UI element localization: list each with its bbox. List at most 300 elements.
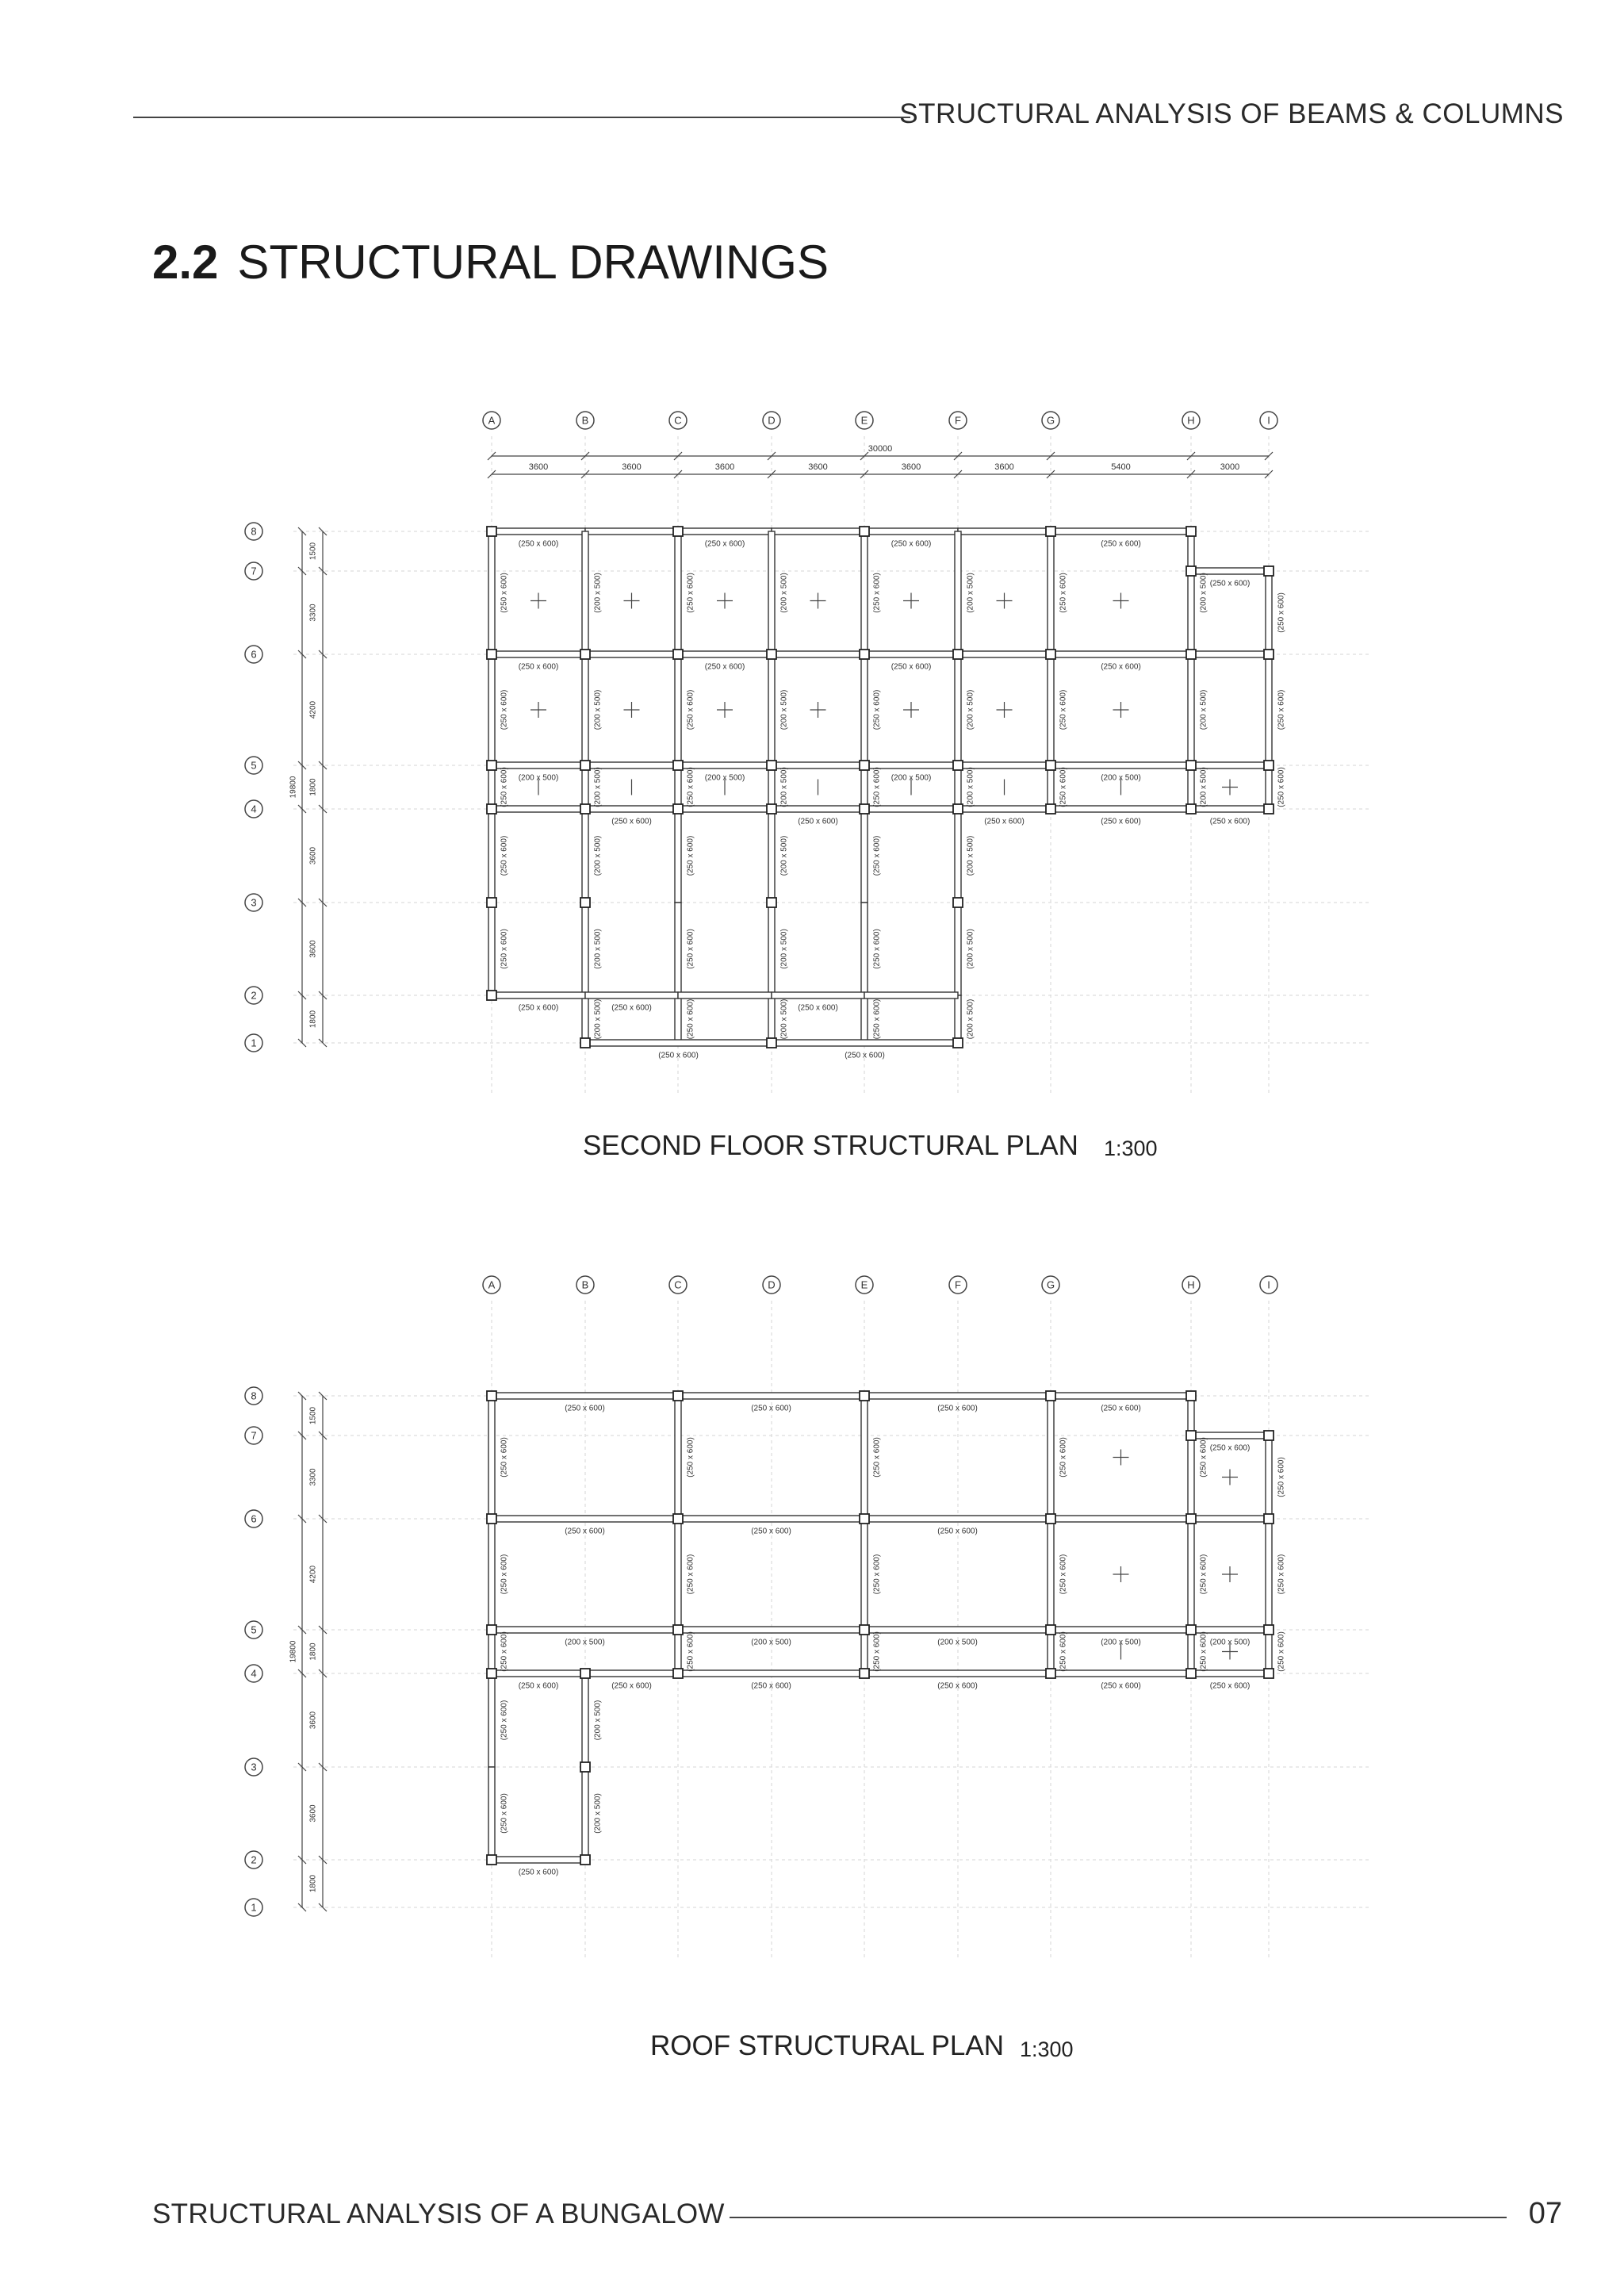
column — [1186, 761, 1196, 770]
header-title: STRUCTURAL ANALYSIS OF BEAMS & COLUMNS — [899, 98, 1564, 129]
beam-label: (250 x 600) — [1199, 1554, 1208, 1595]
second-floor-plan — [230, 397, 1396, 1110]
beam-vertical — [955, 995, 961, 1043]
grid-column-label: E — [860, 414, 868, 427]
section-heading — [152, 235, 829, 289]
beam-vertical — [1048, 654, 1054, 765]
beam-label: (200 x 500) — [593, 999, 603, 1040]
column — [767, 761, 776, 770]
beam-vertical — [582, 765, 588, 809]
column — [580, 1762, 590, 1772]
beam-horizontal — [772, 651, 864, 657]
grid-row-label: 8 — [251, 1389, 257, 1402]
beam-label: (250 x 600) — [937, 1681, 978, 1691]
column — [1186, 804, 1196, 814]
beam-label: (200 x 500) — [779, 999, 789, 1040]
beam-label: (250 x 600) — [872, 1631, 882, 1672]
column — [487, 991, 496, 1000]
plan-scale-second-floor: 1:300 — [1104, 1137, 1158, 1160]
grid-row-3 — [245, 1758, 1372, 1776]
column — [1264, 566, 1274, 576]
column — [580, 650, 590, 659]
beam-vertical — [768, 903, 775, 995]
column — [487, 527, 496, 536]
grid-row-label: 5 — [251, 759, 257, 772]
column — [767, 804, 776, 814]
beam-horizontal — [1051, 528, 1191, 535]
beam-vertical — [955, 809, 961, 903]
beam-label: (250 x 600) — [872, 1554, 882, 1595]
column — [1264, 1625, 1274, 1635]
beam-horizontal — [1191, 651, 1269, 657]
column — [1264, 804, 1274, 814]
beam-vertical — [675, 1519, 681, 1630]
beam-horizontal — [1051, 1516, 1191, 1522]
beam-horizontal — [492, 651, 585, 657]
dimension-col-spacing: 5400 — [1111, 462, 1131, 472]
beam-vertical — [488, 809, 495, 903]
beam-label: (250 x 600) — [500, 1700, 509, 1741]
beam-vertical — [1188, 531, 1194, 654]
beam-label: (250 x 600) — [686, 1631, 695, 1672]
beam-horizontal — [585, 1670, 678, 1677]
grid-column-label: C — [674, 1278, 682, 1291]
beam-label: (250 x 600) — [1209, 1443, 1251, 1453]
slab-span-marker — [1113, 702, 1129, 718]
beam-label: (250 x 600) — [565, 1527, 605, 1536]
beam-label: (250 x 600) — [518, 1868, 559, 1877]
grid-row-label: 7 — [251, 1429, 257, 1442]
grid-column-label: E — [860, 1278, 868, 1291]
beam-label: (200 x 500) — [1209, 1638, 1251, 1647]
beam-horizontal — [772, 528, 864, 535]
column — [1046, 1669, 1055, 1678]
column — [487, 650, 496, 659]
beam-label: (250 x 600) — [751, 1681, 791, 1691]
beam-label: (250 x 600) — [686, 689, 695, 730]
column — [673, 1625, 683, 1635]
beam-vertical — [1266, 571, 1272, 654]
beam-label: (200 x 500) — [593, 767, 603, 807]
slab-span-marker — [810, 593, 826, 609]
grid-column-label: C — [674, 414, 682, 427]
dimension-col-spacing: 3600 — [808, 462, 828, 472]
beam-label: (250 x 600) — [1059, 1554, 1068, 1595]
beam-label: (200 x 500) — [1199, 767, 1208, 807]
beam-label: (200 x 500) — [966, 767, 975, 807]
dimension-row-spacing: 1500 — [308, 1406, 318, 1425]
column — [1186, 650, 1196, 659]
beam-label: (250 x 600) — [1059, 1437, 1068, 1478]
beam-horizontal — [1051, 651, 1191, 657]
beam-label: (250 x 600) — [984, 817, 1025, 826]
column — [860, 1625, 869, 1635]
beam-vertical — [488, 531, 495, 654]
section-title: STRUCTURAL DRAWINGS — [237, 236, 829, 289]
column — [1186, 1431, 1196, 1440]
grid-row-label: 6 — [251, 648, 257, 661]
beam-horizontal — [678, 651, 772, 657]
column — [953, 650, 963, 659]
dimension-total-depth: 19800 — [289, 776, 298, 799]
column — [487, 804, 496, 814]
column — [673, 1514, 683, 1524]
dimension-row-spacing: 1800 — [308, 778, 318, 796]
column — [1264, 1431, 1274, 1440]
beam-horizontal — [585, 1040, 772, 1046]
column — [487, 1391, 496, 1401]
beam-horizontal — [1051, 1670, 1191, 1677]
grid-column-label: I — [1267, 414, 1270, 427]
column — [953, 761, 963, 770]
column — [487, 1625, 496, 1635]
beam-vertical — [1048, 531, 1054, 654]
grid-row-label: 5 — [251, 1623, 257, 1636]
beam-label: (250 x 600) — [518, 1003, 559, 1013]
beam-vertical — [1188, 654, 1194, 765]
slab-span-marker — [1113, 1566, 1129, 1582]
beam-label: (250 x 600) — [704, 662, 745, 672]
beam-label: (250 x 600) — [872, 1437, 882, 1478]
beam-label: (200 x 500) — [518, 773, 559, 783]
beam-vertical — [1266, 765, 1272, 809]
slab-span-marker — [903, 702, 919, 718]
beam-horizontal — [772, 992, 864, 999]
beam-label: (250 x 600) — [1059, 1631, 1068, 1672]
beam-label: (250 x 600) — [518, 662, 559, 672]
column — [860, 1391, 869, 1401]
column — [487, 761, 496, 770]
slab-span-marker — [903, 593, 919, 609]
beam-vertical — [488, 1630, 495, 1673]
beam-label: (250 x 600) — [1277, 1631, 1286, 1672]
beam-vertical — [861, 995, 868, 1043]
column — [860, 650, 869, 659]
beam-label: (200 x 500) — [779, 767, 789, 807]
grid-row-label: 3 — [251, 1761, 257, 1773]
beam-label: (200 x 500) — [704, 773, 745, 783]
dimension-row-spacing: 3600 — [308, 1804, 318, 1823]
roof-plan — [230, 1261, 1396, 1975]
beam-vertical — [955, 531, 961, 654]
beam-vertical — [861, 1396, 868, 1519]
grid-row-label: 2 — [251, 989, 257, 1002]
plan-scale-roof: 1:300 — [1020, 2037, 1074, 2061]
dimension-row-spacing: 1800 — [308, 1874, 318, 1893]
beam-label: (200 x 500) — [593, 1700, 603, 1741]
beam-label: (250 x 600) — [1277, 767, 1286, 807]
beam-label: (250 x 600) — [1199, 1631, 1208, 1672]
column — [1046, 527, 1055, 536]
beam-horizontal — [864, 651, 958, 657]
beam-horizontal — [864, 1516, 1051, 1522]
beam-vertical — [1188, 1630, 1194, 1673]
beam-horizontal — [678, 528, 772, 535]
beam-label: (250 x 600) — [798, 817, 838, 826]
column — [1186, 566, 1196, 576]
beam-label: (250 x 600) — [751, 1527, 791, 1536]
footer-title: STRUCTURAL ANALYSIS OF A BUNGALOW — [152, 2198, 725, 2229]
column — [1264, 650, 1274, 659]
beam-horizontal — [492, 528, 585, 535]
beam-horizontal — [864, 528, 958, 535]
beam-vertical — [582, 995, 588, 1043]
beam-label: (250 x 600) — [686, 767, 695, 807]
beam-label: (200 x 500) — [779, 929, 789, 969]
beam-label: (200 x 500) — [966, 929, 975, 969]
slab-span-marker — [810, 702, 826, 718]
beam-vertical — [582, 1673, 588, 1767]
column — [580, 804, 590, 814]
beam-label: (250 x 600) — [798, 1003, 838, 1013]
beam-label: (200 x 500) — [966, 999, 975, 1040]
beam-vertical — [1266, 1630, 1272, 1673]
beam-label: (200 x 500) — [1101, 773, 1141, 783]
slab-span-marker — [1113, 593, 1129, 609]
dimension-col-spacing: 3600 — [994, 462, 1014, 472]
beam-label: (250 x 600) — [611, 1003, 652, 1013]
beam-label: (250 x 600) — [1277, 689, 1286, 730]
beam-vertical — [768, 654, 775, 765]
beam-horizontal — [492, 992, 585, 999]
column — [580, 1669, 590, 1678]
beam-label: (200 x 500) — [937, 1638, 978, 1647]
slab-span-marker — [530, 702, 546, 718]
beam-label: (250 x 600) — [1209, 579, 1251, 588]
beam-vertical — [1266, 1435, 1272, 1519]
beam-label: (250 x 600) — [518, 539, 559, 549]
column — [580, 1038, 590, 1048]
beam-vertical — [1048, 1630, 1054, 1673]
column — [673, 527, 683, 536]
slab-span-marker — [1222, 1566, 1238, 1582]
dimension-col-spacing: 3600 — [901, 462, 921, 472]
beam-label: (250 x 600) — [872, 573, 882, 613]
slab-span-marker — [624, 593, 640, 609]
beam-vertical — [861, 809, 868, 903]
slab-span-marker — [624, 702, 640, 718]
grid-column-label: G — [1046, 1278, 1055, 1291]
beam-vertical — [488, 1673, 495, 1767]
beam-horizontal — [678, 1670, 864, 1677]
beam-vertical — [582, 809, 588, 903]
grid-column-f — [949, 1276, 967, 1959]
grid-row-label: 6 — [251, 1512, 257, 1525]
beam-label: (200 x 500) — [779, 573, 789, 613]
footer-rule — [730, 2217, 1507, 2218]
beam-label: (250 x 600) — [500, 1437, 509, 1478]
column — [860, 804, 869, 814]
grid-column-label: H — [1187, 414, 1195, 427]
dimension-row-spacing: 1500 — [308, 542, 318, 561]
beam-horizontal — [958, 651, 1051, 657]
column — [673, 1669, 683, 1678]
dimension-row-spacing: 3300 — [308, 1468, 318, 1486]
slab-span-marker — [717, 593, 733, 609]
beam-label: (250 x 600) — [611, 1681, 652, 1691]
column — [580, 898, 590, 907]
beam-vertical — [675, 809, 681, 903]
beam-vertical — [768, 531, 775, 654]
column — [767, 1038, 776, 1048]
beam-label: (250 x 600) — [500, 1631, 509, 1672]
dimension-row-spacing: 1800 — [308, 1642, 318, 1661]
column — [1264, 761, 1274, 770]
beam-label: (200 x 500) — [593, 573, 603, 613]
column — [1046, 650, 1055, 659]
beam-label: (200 x 500) — [1199, 573, 1208, 613]
beam-vertical — [488, 654, 495, 765]
beam-horizontal — [772, 1040, 958, 1046]
column — [1186, 1391, 1196, 1401]
beam-vertical — [582, 903, 588, 995]
dimension-row-spacing: 3600 — [308, 940, 318, 958]
beam-horizontal — [1051, 1393, 1191, 1399]
plan-caption-roof: ROOF STRUCTURAL PLAN — [650, 2030, 1004, 2061]
beam-vertical — [861, 1519, 868, 1630]
beam-label: (250 x 600) — [937, 1404, 978, 1413]
beam-label: (250 x 600) — [500, 835, 509, 876]
grid-column-label: G — [1046, 414, 1055, 427]
beam-vertical — [488, 1396, 495, 1519]
column — [1046, 804, 1055, 814]
beam-vertical — [582, 531, 588, 654]
beam-vertical — [582, 654, 588, 765]
beam-label: (250 x 600) — [704, 539, 745, 549]
column — [767, 650, 776, 659]
beam-label: (250 x 600) — [1209, 817, 1251, 826]
column — [673, 804, 683, 814]
beam-label: (250 x 600) — [500, 767, 509, 807]
grid-column-label: H — [1187, 1278, 1195, 1291]
beam-vertical — [675, 1396, 681, 1519]
beam-label: (200 x 500) — [593, 1793, 603, 1834]
beam-label: (200 x 500) — [779, 835, 789, 876]
beam-vertical — [955, 654, 961, 765]
beam-horizontal — [1191, 1516, 1269, 1522]
column — [673, 650, 683, 659]
column — [487, 1669, 496, 1678]
beam-vertical — [1266, 654, 1272, 765]
beam-label: (250 x 600) — [565, 1404, 605, 1413]
dimension-row-spacing: 4200 — [308, 700, 318, 719]
beam-label: (250 x 600) — [1059, 573, 1068, 613]
beam-vertical — [675, 531, 681, 654]
beam-horizontal — [1051, 762, 1191, 769]
dimension-col-spacing: 3600 — [714, 462, 735, 472]
grid-row-label: 1 — [251, 1901, 257, 1914]
beam-vertical — [675, 903, 681, 995]
column — [1046, 1391, 1055, 1401]
column — [953, 804, 963, 814]
column — [1186, 1669, 1196, 1678]
beam-label: (200 x 500) — [966, 835, 975, 876]
beam-horizontal — [492, 1857, 585, 1863]
grid-column-d — [763, 1276, 780, 1959]
beam-horizontal — [492, 1516, 678, 1522]
grid-column-label: F — [955, 1278, 961, 1291]
plan-svg — [230, 397, 1396, 1110]
beam-vertical — [768, 995, 775, 1043]
plan-svg — [230, 1261, 1396, 1975]
slab-span-marker — [1222, 780, 1238, 795]
grid-column-label: A — [488, 414, 496, 427]
beam-horizontal — [678, 992, 772, 999]
beam-horizontal — [1051, 1627, 1191, 1633]
grid-column-label: B — [581, 1278, 589, 1291]
beam-label: (250 x 600) — [1101, 817, 1141, 826]
column — [1186, 1625, 1196, 1635]
grid-column-label: A — [488, 1278, 496, 1291]
beam-label: (200 x 500) — [751, 1638, 791, 1647]
slab-span-marker — [1222, 1470, 1238, 1485]
beam-horizontal — [585, 528, 678, 535]
beam-horizontal — [492, 1393, 678, 1399]
dimension-col-spacing: 3600 — [528, 462, 549, 472]
beam-label: (250 x 600) — [872, 835, 882, 876]
column — [767, 898, 776, 907]
beam-label: (250 x 600) — [937, 1527, 978, 1536]
beam-label: (200 x 500) — [891, 773, 932, 783]
beam-label: (250 x 600) — [500, 573, 509, 613]
beam-vertical — [488, 903, 495, 995]
beam-vertical — [488, 1767, 495, 1860]
dimension-total-span: 30000 — [868, 443, 893, 454]
column — [580, 761, 590, 770]
grid-column-label: F — [955, 414, 961, 427]
column — [1186, 527, 1196, 536]
grid-row-2 — [245, 1851, 1372, 1869]
column — [673, 1391, 683, 1401]
column — [860, 761, 869, 770]
dimension-total-depth: 19800 — [289, 1640, 298, 1663]
beam-vertical — [582, 1767, 588, 1860]
beam-horizontal — [864, 1393, 1051, 1399]
dimension-row-spacing: 3600 — [308, 1711, 318, 1730]
beam-vertical — [1188, 1519, 1194, 1630]
beam-horizontal — [678, 1393, 864, 1399]
column — [1264, 1514, 1274, 1524]
beam-horizontal — [492, 1627, 678, 1633]
beam-label: (200 x 500) — [593, 929, 603, 969]
beam-horizontal — [678, 1627, 864, 1633]
beam-horizontal — [864, 992, 958, 999]
beam-label: (250 x 600) — [1101, 1681, 1141, 1691]
dimension-row-spacing: 3300 — [308, 604, 318, 622]
beam-vertical — [1188, 1396, 1194, 1519]
beam-label: (200 x 500) — [779, 689, 789, 730]
column — [673, 761, 683, 770]
beam-label: (250 x 600) — [686, 1437, 695, 1478]
beam-label: (200 x 500) — [1199, 689, 1208, 730]
section-number: 2.2 — [152, 236, 219, 289]
beam-horizontal — [678, 1516, 864, 1522]
beam-vertical — [861, 765, 868, 809]
beam-label: (250 x 600) — [686, 1554, 695, 1595]
beam-vertical — [675, 995, 681, 1043]
dimension-col-spacing: 3600 — [622, 462, 642, 472]
grid-row-3 — [245, 894, 1372, 911]
column — [953, 898, 963, 907]
beam-label: (250 x 600) — [686, 835, 695, 876]
column — [1186, 1514, 1196, 1524]
column — [860, 1669, 869, 1678]
header-rule — [133, 117, 910, 118]
beam-label: (250 x 600) — [891, 539, 932, 549]
grid-column-label: I — [1267, 1278, 1270, 1291]
beam-label: (200 x 500) — [966, 573, 975, 613]
beam-label: (250 x 600) — [1199, 1437, 1208, 1478]
